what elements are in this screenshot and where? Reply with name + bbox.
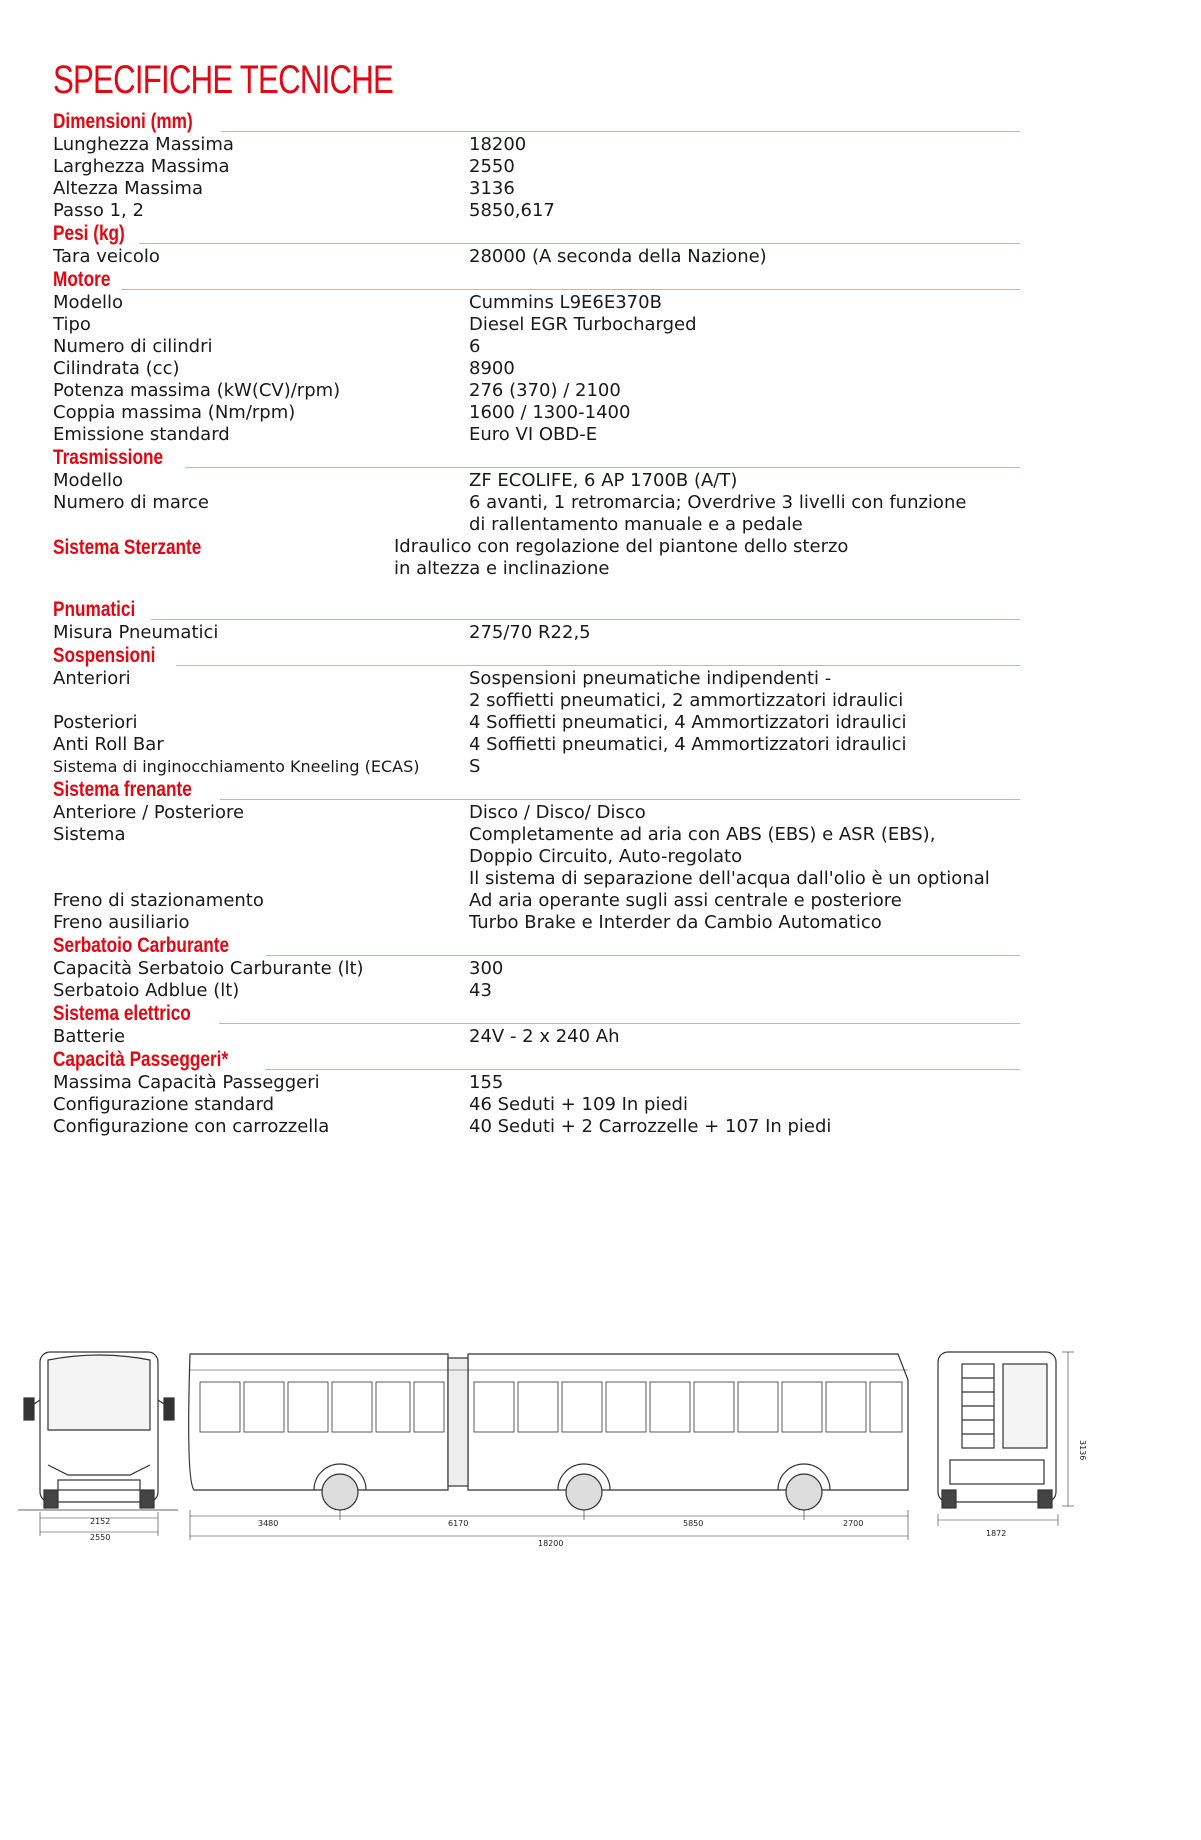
section-header (53, 1002, 1020, 1026)
section-divider (139, 243, 1020, 244)
spec-row (53, 156, 1020, 178)
section-divider (221, 131, 1020, 132)
spec-row (53, 734, 1020, 756)
spec-label: Anti Roll Bar (53, 734, 164, 755)
spec-label: Numero di cilindri (53, 336, 213, 357)
section-title: Trasmissione (53, 446, 164, 469)
spec-label: Capacità Serbatoio Carburante (lt) (53, 958, 364, 979)
rear-track-label: 1872 (986, 1529, 1007, 1538)
spec-value: 4 Soffietti pneumatici, 4 Ammortizzatori idraulici (469, 734, 907, 755)
section-title: Sistema frenante (53, 778, 192, 801)
spec-value: 276 (370) / 2100 (469, 380, 621, 401)
spec-value: Disco / Disco/ Disco (469, 802, 646, 823)
spec-value: 18200 (469, 134, 527, 155)
spec-value: 2550 (469, 156, 515, 177)
spec-row (53, 292, 1020, 314)
spec-value: Diesel EGR Turbocharged (469, 314, 697, 335)
spec-value: 3136 (469, 178, 515, 199)
spec-value: Completamente ad aria con ABS (EBS) e ASR (EBS), Doppio Circuito, Auto-regolato Il sistema di separazione dell'acqua dall'olio è un optional (469, 824, 990, 889)
spec-row (53, 802, 1020, 824)
spec-label: Misura Pneumatici (53, 622, 219, 643)
front-width-inner-label: 2152 (90, 1517, 111, 1526)
rear-height-label: 3136 (1078, 1440, 1087, 1461)
spec-label: Modello (53, 292, 124, 313)
section-divider (219, 1023, 1020, 1024)
section-divider (185, 467, 1020, 468)
spec-label: Coppia massima (Nm/rpm) (53, 402, 296, 423)
spec-value: 6 avanti, 1 retromarcia; Overdrive 3 livelli con funzione di rallentamento manuale e a pedale (469, 492, 967, 535)
section-divider (121, 289, 1020, 290)
section-title: Pesi (kg) (53, 222, 125, 245)
spec-label: Anteriori (53, 668, 131, 689)
spec-label: Batterie (53, 1026, 126, 1047)
spec-row (53, 470, 1020, 492)
spec-row (53, 178, 1020, 200)
front-view (18, 1352, 178, 1536)
spec-value: 24V - 2 x 240 Ah (469, 1026, 620, 1047)
section-title: Sistema elettrico (53, 1002, 191, 1025)
spec-row (53, 622, 1020, 644)
spec-value: S (469, 756, 481, 777)
section-header (53, 446, 1020, 470)
spec-row (53, 980, 1020, 1002)
spec-row (53, 402, 1020, 424)
spec-row (53, 134, 1020, 156)
section-divider (220, 799, 1020, 800)
spec-value: 5850,617 (469, 200, 555, 221)
spec-row (53, 358, 1020, 380)
spec-label: Configurazione con carrozzella (53, 1116, 330, 1137)
spec-row (53, 668, 1020, 712)
section-title: Dimensioni (mm) (53, 110, 193, 133)
spec-row (53, 1094, 1020, 1116)
spec-label: Anteriore / Posteriore (53, 802, 245, 823)
section-header (53, 110, 1020, 134)
spec-label: Passo 1, 2 (53, 200, 144, 221)
spec-value: 40 Seduti + 2 Carrozzelle + 107 In piedi (469, 1116, 832, 1137)
section-header (53, 1048, 1020, 1072)
spec-label: Potenza massima (kW(CV)/rpm) (53, 380, 341, 401)
spec-row (53, 890, 1020, 912)
overall-length-label: 18200 (538, 1539, 564, 1548)
spec-label: Configurazione standard (53, 1094, 275, 1115)
spec-row (53, 1116, 1020, 1138)
segment-label-3: 5850 (683, 1519, 704, 1528)
spec-row (53, 912, 1020, 934)
side-view (189, 1354, 908, 1540)
spec-row (53, 756, 1020, 778)
section-header (53, 222, 1020, 246)
spec-value: Cummins L9E6E370B (469, 292, 662, 313)
section-title: Capacità Passeggeri* (53, 1048, 229, 1071)
section-title: Serbatoio Carburante (53, 934, 230, 957)
section-title: Motore (53, 268, 111, 291)
spec-label: Serbatoio Adblue (lt) (53, 980, 240, 1001)
section-header (53, 934, 1020, 958)
spec-row (53, 824, 1020, 890)
spec-label: Larghezza Massima (53, 156, 230, 177)
spec-row (53, 200, 1020, 222)
spec-value: 300 (469, 958, 504, 979)
spec-value: Sospensioni pneumatiche indipendenti - 2 soffietti pneumatici, 2 ammortizzatori idraulici (469, 668, 904, 711)
section-divider (151, 619, 1020, 620)
spec-value: 43 (469, 980, 492, 1001)
segment-label-2: 6170 (448, 1519, 469, 1528)
spec-sections (53, 110, 1020, 1138)
spec-label: Tipo (53, 314, 91, 335)
spec-label: Sistema di inginocchiamento Kneeling (ECAS) (53, 757, 420, 776)
spec-value: Euro VI OBD-E (469, 424, 598, 445)
spec-label: Sistema (53, 824, 126, 845)
spec-label: Emissione standard (53, 424, 230, 445)
spec-row (53, 492, 1020, 536)
front-width-outer-label: 2550 (90, 1533, 111, 1542)
section-divider (265, 1069, 1020, 1070)
spec-label: Massima Capacità Passeggeri (53, 1072, 320, 1093)
spec-value: Ad aria operante sugli assi centrale e posteriore (469, 890, 902, 911)
spec-value: 4 Soffietti pneumatici, 4 Ammortizzatori idraulici (469, 712, 907, 733)
section-header (53, 778, 1020, 802)
spec-row (53, 424, 1020, 446)
section-header (53, 536, 1020, 598)
spec-label: Modello (53, 470, 124, 491)
section-header (53, 598, 1020, 622)
spec-row (53, 1072, 1020, 1094)
bus-technical-drawing (18, 1340, 1093, 1552)
spec-value: Turbo Brake e Interder da Cambio Automatico (469, 912, 882, 933)
segment-label-1: 3480 (258, 1519, 279, 1528)
spec-label: Freno ausiliario (53, 912, 190, 933)
segment-label-4: 2700 (843, 1519, 864, 1528)
spec-value: 28000 (A seconda della Nazione) (469, 246, 767, 267)
section-divider (266, 955, 1020, 956)
spec-label: Cilindrata (cc) (53, 358, 180, 379)
spec-row (53, 380, 1020, 402)
spec-label: Numero di marce (53, 492, 209, 513)
spec-value: 6 (469, 336, 481, 357)
spec-value: 8900 (469, 358, 515, 379)
spec-row (53, 712, 1020, 734)
spec-value: 1600 / 1300-1400 (469, 402, 631, 423)
spec-label: Tara veicolo (53, 246, 160, 267)
page-title: SPECIFICHE TECNICHE (53, 58, 393, 102)
spec-label: Altezza Massima (53, 178, 203, 199)
rear-view (938, 1352, 1074, 1526)
spec-row (53, 1026, 1020, 1048)
spec-value: 275/70 R22,5 (469, 622, 591, 643)
spec-row (53, 958, 1020, 980)
spec-row (53, 336, 1020, 358)
section-title: Sistema Sterzante (53, 536, 202, 559)
spec-label: Freno di stazionamento (53, 890, 264, 911)
section-header (53, 268, 1020, 292)
section-divider (176, 665, 1020, 666)
spec-value: 155 (469, 1072, 504, 1093)
section-header (53, 644, 1020, 668)
spec-value: Idraulico con regolazione del piantone dello sterzo in altezza e inclinazione (394, 536, 849, 579)
spec-label: Lunghezza Massima (53, 134, 234, 155)
spec-row (53, 246, 1020, 268)
spec-label: Posteriori (53, 712, 138, 733)
spec-value: ZF ECOLIFE, 6 AP 1700B (A/T) (469, 470, 738, 491)
spec-value: 46 Seduti + 109 In piedi (469, 1094, 688, 1115)
spec-row (53, 314, 1020, 336)
section-title: Sospensioni (53, 644, 156, 667)
section-title: Pnumatici (53, 598, 136, 621)
